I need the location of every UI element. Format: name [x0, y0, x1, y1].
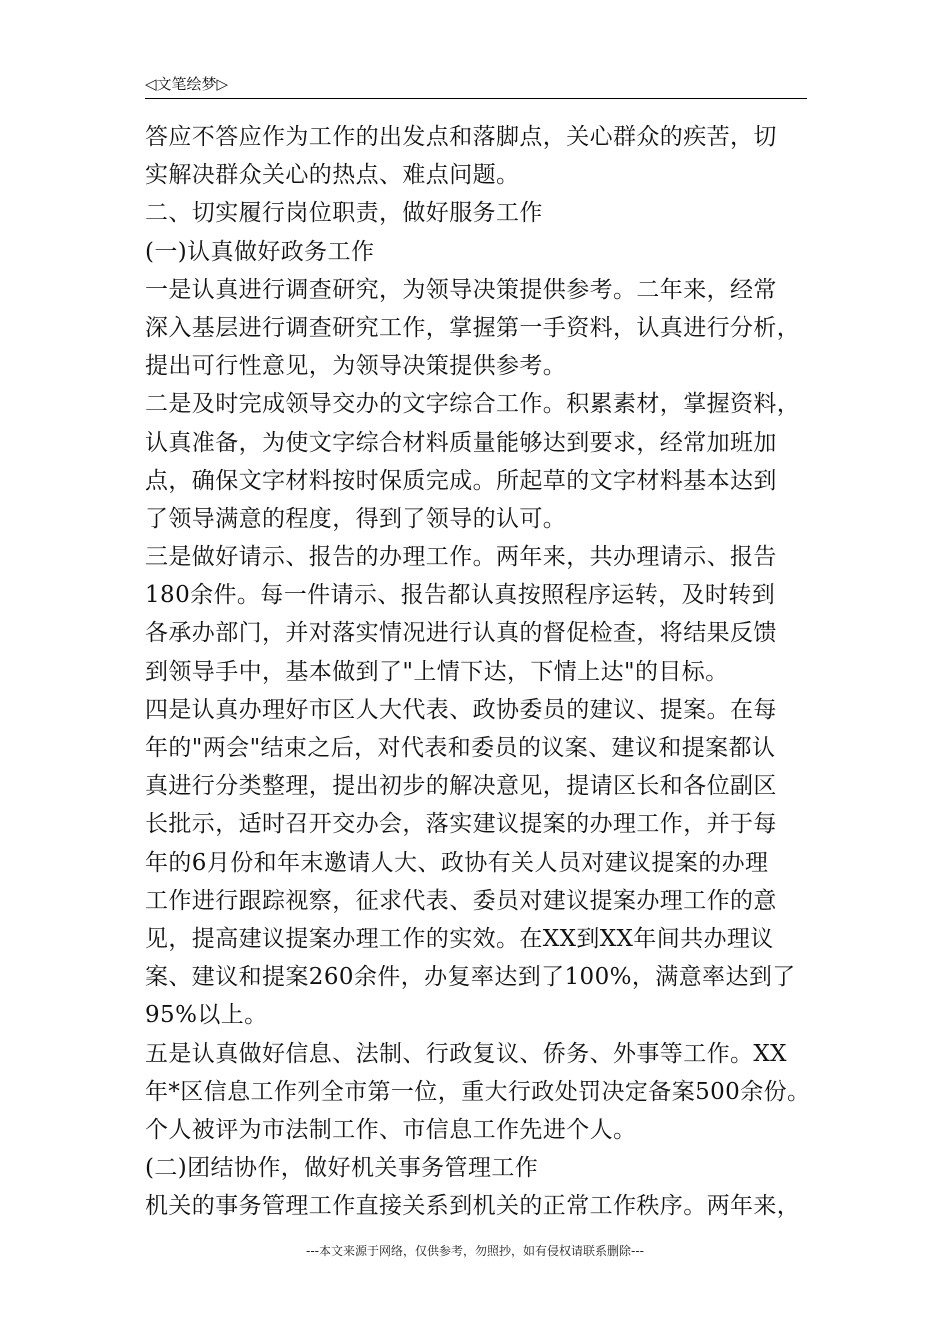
page-footer: ---本文来源于网络，仅供参考，勿照抄，如有侵权请联系删除--- [306, 1244, 644, 1258]
text-line: 真进行分类整理，提出初步的解决意见，提请区长和各位副区 [145, 773, 777, 800]
document-body [145, 118, 825, 1225]
text-line: 见，提高建议提案办理工作的实效。在XX到XX年间共办理议 [145, 925, 774, 952]
text-line: 长批示，适时召开交办会，落实建议提案的办理工作，并于每 [145, 811, 777, 838]
text-line: 年的"两会"结束之后，对代表和委员的议案、建议和提案都认 [145, 735, 776, 761]
text-line: 到领导手中，基本做到了"上情下达，下情上达"的目标。 [145, 658, 729, 685]
text-line: 三是做好请示、报告的办理工作。两年来，共办理请示、报告 [145, 544, 777, 571]
text-line: 实解决群众关心的热点、难点问题。 [145, 162, 520, 189]
text-line: 四是认真办理好市区人大代表、政协委员的建议、提案。在每 [145, 696, 777, 723]
text-line: 工作进行跟踪视察，征求代表、委员对建议提案办理工作的意 [145, 887, 777, 914]
text-line: 提出可行性意见，为领导决策提供参考。 [145, 353, 567, 380]
text-line: 机关的事务管理工作直接关系到机关的正常工作秩序。两年来， [145, 1193, 801, 1220]
text-line: 年的6月份和年末邀请人大、政协有关人员对建议提案的办理 [145, 849, 769, 876]
text-line: 个人被评为市法制工作、市信息工作先进个人。 [145, 1116, 637, 1143]
text-line: 深入基层进行调查研究工作，掌握第一手资料，认真进行分析， [145, 314, 801, 341]
header-title: ◁文笔绘梦▷ [145, 75, 229, 93]
text-line: 各承办部门，并对落实情况进行认真的督促检查，将结果反馈 [145, 620, 777, 647]
text-line: 点，确保文字材料按时保质完成。所起草的文字材料基本达到 [145, 467, 777, 494]
text-line: 答应不答应作为工作的出发点和落脚点，关心群众的疾苦，切 [145, 124, 777, 150]
text-line: 180余件。每一件请示、报告都认真按照程序运转，及时转到 [145, 582, 776, 609]
page-header [145, 74, 807, 99]
text-line: 了领导满意的程度，得到了领导的认可。 [145, 505, 567, 532]
text-line: 案、建议和提案260余件，办复率达到了100%，满意率达到了 [145, 964, 796, 991]
text-line: 年*区信息工作列全市第一位，重大行政处罚决定备案500余份。 [145, 1078, 811, 1105]
text-line: 二是及时完成领导交办的文字综合工作。积累素材，掌握资料， [145, 391, 801, 418]
text-line: 一是认真进行调查研究，为领导决策提供参考。二年来，经常 [145, 276, 777, 303]
text-line: 五是认真做好信息、法制、行政复议、侨务、外事等工作。XX [145, 1040, 787, 1067]
subsection-heading: (二)团结协作，做好机关事务管理工作 [145, 1155, 539, 1182]
subsection-heading: (一)认真做好政务工作 [145, 238, 375, 265]
text-line: 95%以上。 [145, 1002, 268, 1029]
text-line: 认真准备，为使文字综合材料质量能够达到要求，经常加班加 [145, 429, 777, 456]
section-heading: 二、切实履行岗位职责，做好服务工作 [145, 200, 543, 227]
